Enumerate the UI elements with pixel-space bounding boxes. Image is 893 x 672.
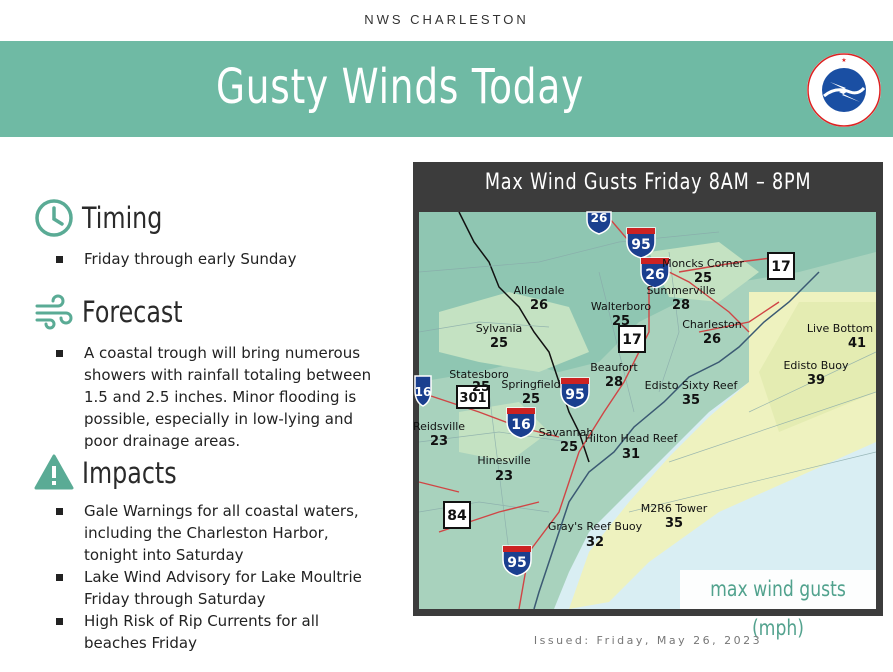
nws-logo-icon	[806, 52, 882, 128]
svg-text:84: 84	[447, 508, 467, 524]
warning-icon	[34, 453, 74, 493]
svg-text:Walterboro: Walterboro	[590, 300, 652, 313]
us-route-shield-icon	[444, 502, 470, 528]
svg-text:Beaufort: Beaufort	[590, 361, 638, 374]
office-name: NWS CHARLESTON	[364, 12, 529, 27]
svg-text:Allendale: Allendale	[513, 284, 565, 297]
svg-text:Springfield: Springfield	[501, 378, 561, 391]
svg-text:23: 23	[494, 469, 514, 484]
interstate-shield-icon	[507, 408, 535, 438]
svg-text:Hilton Head Reef: Hilton Head Reef	[584, 432, 678, 445]
svg-text:Summerville: Summerville	[646, 284, 716, 297]
list-item: A coastal trough will bring numerous showers with rainfall totaling between 1.5 and 2.5 inches. Minor flooding is possible, especially in low-lying and poor drainage areas.	[56, 342, 376, 452]
svg-text:26: 26	[645, 267, 665, 283]
timing-label: Timing	[82, 201, 163, 235]
forecast-heading	[34, 292, 205, 332]
svg-text:Savannah: Savannah	[538, 426, 594, 439]
list-item: Gale Warnings for all coastal waters, including the Charleston Harbor, tonight into Saturday	[56, 500, 376, 566]
svg-text:25: 25	[611, 314, 631, 329]
interstate-shield-icon	[503, 546, 531, 576]
svg-text:25: 25	[521, 392, 541, 407]
svg-text:26: 26	[702, 332, 722, 347]
svg-text:25: 25	[559, 440, 579, 455]
svg-text:25: 25	[693, 271, 713, 286]
us-route-shield-icon	[768, 253, 794, 279]
svg-text:16: 16	[511, 417, 531, 433]
svg-text:26: 26	[529, 298, 549, 313]
svg-text:25: 25	[471, 380, 491, 395]
svg-text:95: 95	[507, 555, 527, 571]
svg-text:Reidsville: Reidsville	[412, 420, 466, 433]
interstate-shield-icon	[561, 378, 589, 408]
svg-text:Sylvania: Sylvania	[475, 322, 523, 335]
svg-text:32: 32	[585, 535, 605, 550]
svg-text:Edisto Buoy: Edisto Buoy	[783, 359, 849, 372]
svg-text:Statesboro: Statesboro	[449, 368, 509, 381]
svg-text:16: 16	[414, 385, 432, 399]
svg-text:17: 17	[771, 259, 791, 275]
timing-list	[56, 248, 376, 270]
svg-text:23: 23	[429, 434, 449, 449]
wind-icon	[34, 292, 74, 332]
us-route-shield-icon	[619, 326, 645, 352]
issued-date: Issued: Friday, May 26, 2023	[533, 634, 763, 647]
svg-text:301: 301	[459, 391, 487, 406]
map-canvas	[412, 211, 876, 609]
svg-text:35: 35	[681, 393, 701, 408]
impacts-heading	[34, 453, 197, 493]
svg-text:41: 41	[847, 336, 867, 351]
svg-text:Live Bottom: Live Bottom	[806, 322, 874, 335]
svg-text:35: 35	[664, 516, 684, 531]
interstate-shield-icon	[415, 376, 432, 406]
page-title: Gusty Winds Today	[215, 59, 585, 115]
impacts-list	[56, 500, 376, 654]
svg-text:★: ★	[841, 57, 847, 64]
svg-text:17: 17	[622, 332, 642, 348]
svg-text:Hinesville: Hinesville	[477, 454, 531, 467]
clock-icon	[34, 198, 74, 238]
impacts-label: Impacts	[82, 456, 177, 490]
list-item: Lake Wind Advisory for Lake Moultrie Friday through Saturday	[56, 566, 376, 610]
svg-text:25: 25	[489, 336, 509, 351]
map-legend: max wind gusts (mph)	[680, 570, 876, 609]
svg-text:28: 28	[671, 298, 691, 313]
interstate-shield-icon	[627, 228, 655, 258]
forecast-label: Forecast	[82, 295, 183, 329]
svg-text:28: 28	[604, 375, 624, 390]
svg-text:95: 95	[565, 387, 585, 403]
timing-heading	[34, 198, 180, 238]
list-item: Friday through early Sunday	[56, 248, 376, 270]
map-title: Max Wind Gusts Friday 8AM – 8PM	[484, 170, 812, 195]
svg-text:31: 31	[621, 447, 641, 462]
svg-text:Edisto Sixty Reef: Edisto Sixty Reef	[644, 379, 738, 392]
list-item: High Risk of Rip Currents for all beaches Friday	[56, 610, 376, 654]
svg-text:95: 95	[631, 237, 651, 253]
svg-text:M2R6 Tower: M2R6 Tower	[640, 502, 708, 515]
svg-text:39: 39	[806, 373, 826, 388]
svg-text:Charleston: Charleston	[682, 318, 742, 331]
svg-text:Gray's Reef Buoy: Gray's Reef Buoy	[547, 520, 643, 533]
forecast-list	[56, 342, 376, 452]
title-banner	[0, 41, 893, 137]
wind-gust-map	[412, 211, 876, 609]
svg-text:Moncks Corner: Moncks Corner	[662, 257, 744, 270]
svg-text:26: 26	[590, 211, 608, 225]
